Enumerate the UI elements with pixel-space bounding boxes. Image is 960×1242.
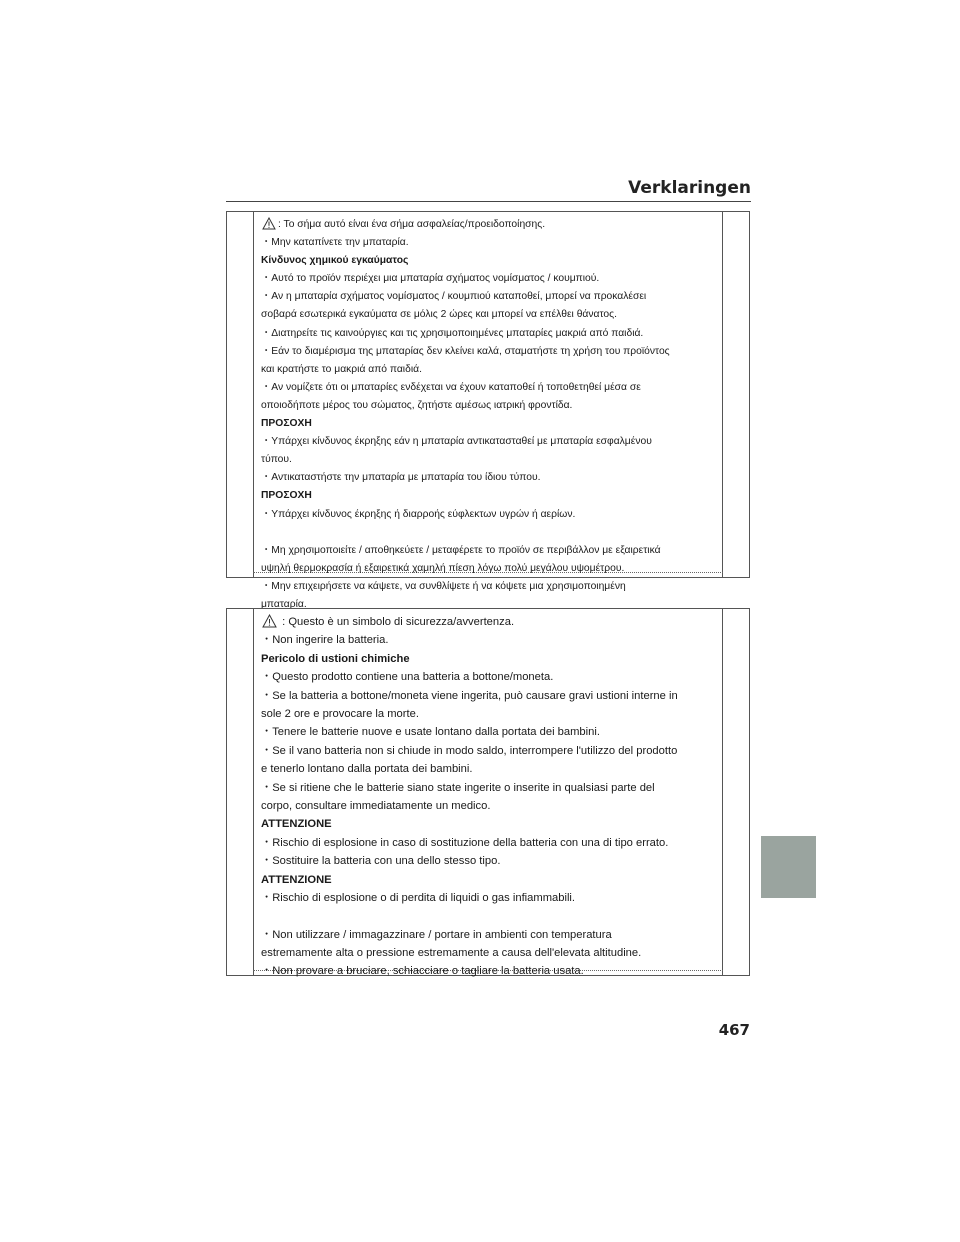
text-line: corpo, consultare immediatamente un medico. (261, 800, 491, 813)
text-line: ・Μη χρησιμοποιείτε / αποθηκεύετε / μεταφέρετε το προϊόν σε περιβάλλον με εξαιρετικά (261, 544, 661, 556)
greek-symbol-line (261, 216, 719, 234)
text-line: ・Διατηρείτε τις καινούργιες και τις χρησιμοποιημένες μπαταρίες μακριά από παιδιά. (261, 327, 644, 339)
italian-warning-box (226, 608, 750, 976)
greek-warning-box (226, 211, 750, 610)
section-heading: ΠΡΟΣΟΧΗ (261, 418, 312, 430)
text-line: ・Se il vano batteria non si chiude in modo saldo, interrompere l'utilizzo del prodotto (261, 744, 678, 757)
text-line: ・Αντικαταστήστε την μπαταρία με μπαταρία του ίδιου τύπου. (261, 472, 541, 484)
section-heading: ΠΡΟΣΟΧΗ (261, 490, 312, 502)
warning-triangle-icon (262, 217, 276, 230)
text-line: ・Se si ritiene che le batterie siano state ingerite o inserite in qualsiasi parte del (261, 781, 655, 794)
chapter-side-tab (761, 836, 816, 898)
text-line: υψηλή θερμοκρασία ή εξαιρετικά χαμηλή πίεση λόγω πολύ μεγάλου υψομέτρου. (261, 562, 625, 574)
text-line: estremamente alta o pressione estremamente a causa dell'elevata altitudine. (261, 946, 642, 959)
text-line: σοβαρά εσωτερικά εγκαύματα σε μόλις 2 ώρες και μπορεί να επέλθει θάνατος. (261, 309, 617, 321)
blank-line (261, 524, 719, 542)
section-heading: Κίνδυνος χημικού εγκαύματος (261, 255, 409, 267)
box-inner-left-rule (253, 609, 254, 975)
section-title: Verklaringen (628, 178, 751, 198)
text-line: ・Rischio di esplosione o di perdita di liquidi o gas infiammabili. (261, 892, 576, 905)
italian-lines (261, 631, 719, 980)
text-line: ・Tenere le batterie nuove e usate lontano dalla portata dei bambini. (261, 726, 600, 739)
text-line: οποιοδήποτε μέρος του σώματος, ζητήστε αμέσως ιατρική φροντίδα. (261, 399, 573, 411)
text-line: και κρατήστε το μακριά από παιδιά. (261, 363, 422, 375)
greek-content (261, 216, 719, 614)
blank-line (261, 908, 719, 926)
text-line: ・Non ingerire la batteria. (261, 634, 389, 647)
text-line: ・Sostituire la batteria con una dello stesso tipo. (261, 855, 501, 868)
text-line: sole 2 ore e provocare la morte. (261, 708, 419, 721)
section-heading: ATTENZIONE (261, 873, 332, 886)
text-line: ・Μην επιχειρήσετε να κάψετε, να συνθλίψετε ή να κόψετε μια χρησιμοποιημένη (261, 580, 626, 592)
warning-triangle-icon (262, 614, 277, 628)
text-line: e tenerlo lontano dalla portata dei bambini. (261, 763, 473, 776)
text-line: ・Αν η μπαταρία σχήματος νομίσματος / κουμπιού καταποθεί, μπορεί να προκαλέσει (261, 291, 647, 303)
header-rule (226, 201, 751, 202)
text-line: ・Υπάρχει κίνδυνος έκρηξης εάν η μπαταρία αντικατασταθεί με μπαταρία εσφαλμένου (261, 436, 652, 448)
greek-symbol-text: : Το σήμα αυτό είναι ένα σήμα ασφαλείας/προειδοποίησης. (278, 219, 546, 230)
text-line: ・Questo prodotto contiene una batteria a bottone/moneta. (261, 671, 554, 684)
greek-lines (261, 234, 719, 614)
section-heading: ATTENZIONE (261, 818, 332, 831)
italian-content (261, 613, 719, 981)
text-line: ・Non utilizzare / immagazzinare / portare in ambienti con temperatura (261, 928, 612, 941)
box-inner-right-rule (722, 609, 723, 975)
text-line: ・Μην καταπίνετε την μπαταρία. (261, 237, 409, 249)
italian-symbol-line (261, 613, 719, 631)
box-inner-right-rule (722, 212, 723, 577)
text-line: ・Υπάρχει κίνδυνος έκρηξης ή διαρροής εύφλεκτων υγρών ή αερίων. (261, 508, 576, 520)
text-line: μπαταρία. (261, 598, 307, 610)
text-line: ・Εάν το διαμέρισμα της μπαταρίας δεν κλείνει καλά, σταματήστε τη χρήση του προϊόντος (261, 345, 670, 357)
text-line: ・Rischio di esplosione in caso di sostituzione della batteria con una di tipo errato. (261, 836, 669, 849)
box-inner-left-rule (253, 212, 254, 577)
section-heading: Pericolo di ustioni chimiche (261, 652, 410, 665)
page-number: 467 (718, 1021, 750, 1039)
text-line: ・Non provare a bruciare, schiacciare o tagliare la batteria usata. (261, 965, 584, 978)
text-line: τύπου. (261, 454, 292, 466)
text-line: ・Αν νομίζετε ότι οι μπαταρίες ενδέχεται να έχουν καταποθεί ή τοποθετηθεί μέσα σε (261, 381, 641, 393)
text-line: ・Αυτό το προϊόν περιέχει μια μπαταρία σχήματος νομίσματος / κουμπιού. (261, 273, 600, 285)
italian-symbol-text: : Questo è un simbolo di sicurezza/avvertenza. (279, 616, 515, 628)
text-line: ・Se la batteria a bottone/moneta viene ingerita, può causare gravi ustioni interne in (261, 689, 678, 702)
